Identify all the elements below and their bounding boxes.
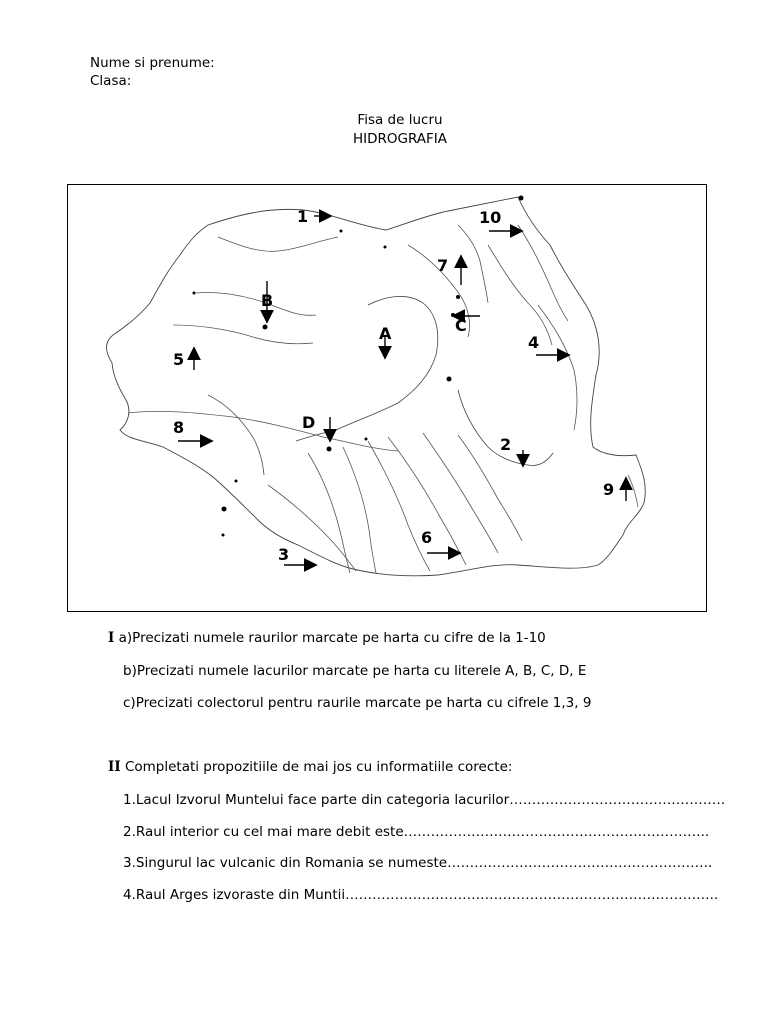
map-label-4: 4	[528, 333, 540, 352]
section-2-intro	[108, 759, 512, 775]
section-1-numeral: I	[108, 630, 115, 646]
worksheet-subtitle: HIDROGRAFIA	[352, 131, 448, 147]
map-label-2: 2	[500, 435, 512, 454]
map-label-b: B	[261, 291, 274, 310]
map-label-6: 6	[421, 528, 433, 547]
fill-in-item-1: 1.Lacul Izvorul Muntelui face parte din categoria lacurilor…………………………………………	[123, 792, 726, 808]
map-label-1: 1	[297, 207, 309, 226]
fill-in-item-4: 4.Raul Arges izvoraste din Muntii………………………………………………………………………..	[123, 887, 719, 903]
class-label: Clasa:	[90, 73, 132, 89]
question-1c: c)Precizati colectorul pentru raurile marcate pe harta cu cifrele 1,3, 9	[123, 695, 592, 711]
map-label-5: 5	[173, 350, 185, 369]
country-outline	[106, 197, 645, 576]
map-label-8: 8	[173, 418, 185, 437]
map-label-c: C	[455, 316, 467, 335]
map-label-9: 9	[603, 480, 615, 499]
question-1a-text: a)Precizati numele raurilor marcate pe harta cu cifre de la 1-10	[118, 630, 546, 646]
map-label-10: 10	[479, 208, 502, 227]
map-label-d: D	[302, 413, 316, 432]
map-label-7: 7	[437, 256, 449, 275]
map-drawing	[68, 185, 708, 613]
map-label-3: 3	[278, 545, 290, 564]
section-2-numeral: II	[108, 759, 121, 775]
map-label-a: A	[379, 324, 392, 343]
question-1b: b)Precizati numele lacurilor marcate pe harta cu literele A, B, C, D, E	[123, 663, 587, 679]
worksheet-title: Fisa de lucru	[357, 112, 443, 128]
romania-hydrography-map	[67, 184, 707, 612]
fill-in-item-2: 2.Raul interior cu cel mai mare debit este…………………………………………………………..	[123, 824, 710, 840]
fill-in-item-3: 3.Singurul lac vulcanic din Romania se numeste…………………………………………………..	[123, 855, 713, 871]
name-label: Nume si prenume:	[90, 55, 215, 71]
question-1a	[108, 630, 546, 646]
section-2-intro-text: Completati propozitiile de mai jos cu informatiile corecte:	[124, 759, 513, 775]
